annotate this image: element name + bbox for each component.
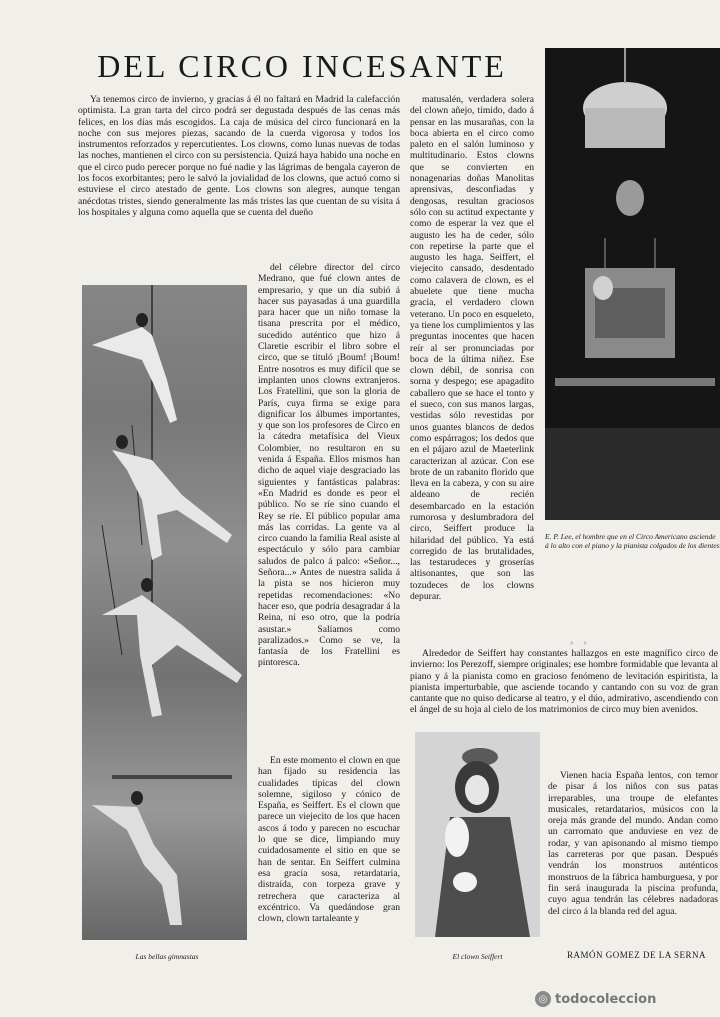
watermark bbox=[535, 988, 715, 1010]
column-3-text bbox=[410, 94, 534, 634]
seiffert-illustration bbox=[415, 732, 540, 937]
paragraph: Alrededor de Seiffert hay constantes hallazgos en este magnífico circo de invierno: los Perezoff, siempre originales; ese hombre formidable que levanta al piano y á la pianista como en gracioso fenómeno de levitación espiritista, la pianista imperturbable, que asciende tocando y cantando con su voz de gran cantante que no quiso dedicarse al teatro, y el dúo, admirativo, ascendiendo con el ángel de su hoja al cielo de los matrimonios de circo muy bien avenidos. bbox=[410, 648, 718, 716]
author-signature: RAMÓN GOMEZ DE LA SERNA bbox=[567, 950, 707, 960]
piano-lift-photo bbox=[545, 48, 720, 520]
caption-piano: E. P. Lee, el hombre que en el Circo Americano asciende á lo alto con el piano y la pianista colgados de los dientes bbox=[545, 532, 720, 550]
ornament: ◦ ◦ bbox=[569, 639, 591, 648]
article-title: DEL CIRCO INCESANTE bbox=[97, 48, 507, 84]
paragraph: Ya tenemos circo de invierno, y gracias á él no faltará en Madrid la calefacción optimista. La gran tarta del circo podrá ser degustada después de las cenas más felices, en los días más escogidos. La caja de música del circo funcionará en la noche con sus mejores piezas, sacando de la cuerda vigorosa y todos los instrumentos reforzados y repercutientes. Los clowns, como lunas nuevas de todas las noches, mantienen el circo con su persistencia. Quizá haya habido una noche en que el circo pudo perecer porque no fué nadie y las lágrimas de bengala cayeron de los focos exorbitantes; pero le salvó la jovialidad de los clowns, que actuó como si estuviese el circo atestado de gente. Los clowns son alegres, aunque tengan anécdotas tristes, siendo generalmente las más tristes las que cuentan de su visita á los hospitales y alguna como aquella que se cuenta del dueño bbox=[78, 94, 400, 218]
caption-seiffert: El clown Seiffert bbox=[452, 952, 503, 961]
paragraph: del célebre director del circo Medrano, que fué clown antes de empresario, y que un día subió á hacer sus payasadas á una guardilla para hacer que un niño tomase la tisana prescrita por el médico, sucedido auténtico que hizo á Claretie escribir el libro sobre el circo, que se tituló ¡Boum! ¡Boum! Entre nosotros es muy difícil que se implanten unos clowns extranjeros. Los Fratellini, que son la gloria de París, cuya firma se exige para dignificar los álbumes importantes, y que son los profesores de Circo en la cátedra metafísica del Vieux Colombier, no resultaron en su venida á España. Ellos mismos han dicho de aquel viaje desgraciado las siguientes y fantásticas palabras: «En Madrid es donde es peor el público. No se ríe sino cuando el Rey se ríe. El público popular ama más las corridas. La gente va al circo cuando la familia Real asiste al espectáculo y sólo para cambiar saludos de palco á palco: «Señor..., Señora...» Antes de nuestra salida á la pista se nos hicieron muy repetidas recomendaciones: «No hacer eso, que podría desagradar á la Reina, ni eso otro, que la podría asustar.» Salíamos como paralizados.» Como se ve, la fantasía de los Fratellini es pintoresca. bbox=[258, 262, 400, 669]
column-2-text bbox=[258, 262, 400, 752]
seiffert-photo bbox=[415, 732, 540, 937]
column-2b-text bbox=[258, 755, 400, 961]
paragraph: matusalén, verdadera solera del clown añejo, tímido, dado á pensar en las musarañas, con la boca abierta en el circo como paleto en el salón luminoso y multitudinario. Estos clowns que se convierten en nonagenarias doñas Manolitas aprensivas, desconfiadas y dengosas, resultan graciosos sólo con su actitud expectante y como de esperar la vez que el augusto les ha de ceder, sólo con repetirse la parte que el augusto les haga. Seiffert, el viejecito cansado, desdentado como calavera de clown, es el abuelete que tiene mucha gracia, el verdadero clown veterano. Un poco en esqueleto, ya tiene los cumplimientos y las preguntas inocentes que hacen reír al ser pronunciadas por boca de la última niñez. Ese clown débil, de sonrisa con sorna y despego; ese apagadito caballero que se hace el tonto y el sueco, con sus manos largas, vestidas sólo revestidas por unos guantes blancos de dedos como espárragos; los dedos que en el pájaro azul de Maeterlink caracterizan al azúcar. Con ese brote de un rabanito florido que lleva en la cabeza, y con su aire aldeano de recién desembarcado en la estación rumorosa y deslumbradora del circo, Seiffert produce la hilaridad del público. Ya está corregido de las brutalidades, las testarudeces y groserías altisonantes, que son las tozudeces de los clowns depurar. bbox=[410, 94, 534, 603]
column-4-text bbox=[548, 770, 718, 945]
watermark-logo-icon: ◎ bbox=[535, 991, 551, 1007]
gymnasts-photo bbox=[82, 285, 247, 940]
watermark-text: todocoleccion bbox=[555, 991, 657, 1007]
gymnasts-illustration bbox=[82, 285, 247, 940]
paragraph: En este momento el clown en que han fijado su residencia las cualidades típicas del clown solemne, sigiloso y cónico de España, es Seiffert. Es el clown que parece un viejecito de los que hacen ascos á todo y parecen no escuchar lo que se dice, limpiando muy cuidadosamente el sitio en que se han de sentar. En Seiffert culmina esa gracia sosa, retardataria, distraída, con torpeza grave y retrechera que caracteriza al excéntrico. Va quedándose gran clown, clown tartaleante y bbox=[258, 755, 400, 925]
column-3b-text bbox=[410, 648, 718, 734]
piano-illustration bbox=[545, 48, 720, 520]
paragraph: Vienen hacia España lentos, con temor de pisar á los niños con sus patas irreparables, una troupe de elefantes musicales, retardatarios, músicos con la oreja más grande del mundo. Andan como un carromato que anduviese en vez de rodar, y van apisonando al mismo tiempo las carreteras por que pasan. Después vendrán los monstruos auténticos monstruos de la fábrica hamburguesa, y por fin será inaugurada la piscina profunda, cuyo agua tendrán las célebres nadadoras del circo á la blanda red del agua. bbox=[548, 770, 718, 917]
caption-gymnasts: Las bellas gimnastas bbox=[135, 952, 199, 961]
column-1-text bbox=[78, 94, 400, 272]
